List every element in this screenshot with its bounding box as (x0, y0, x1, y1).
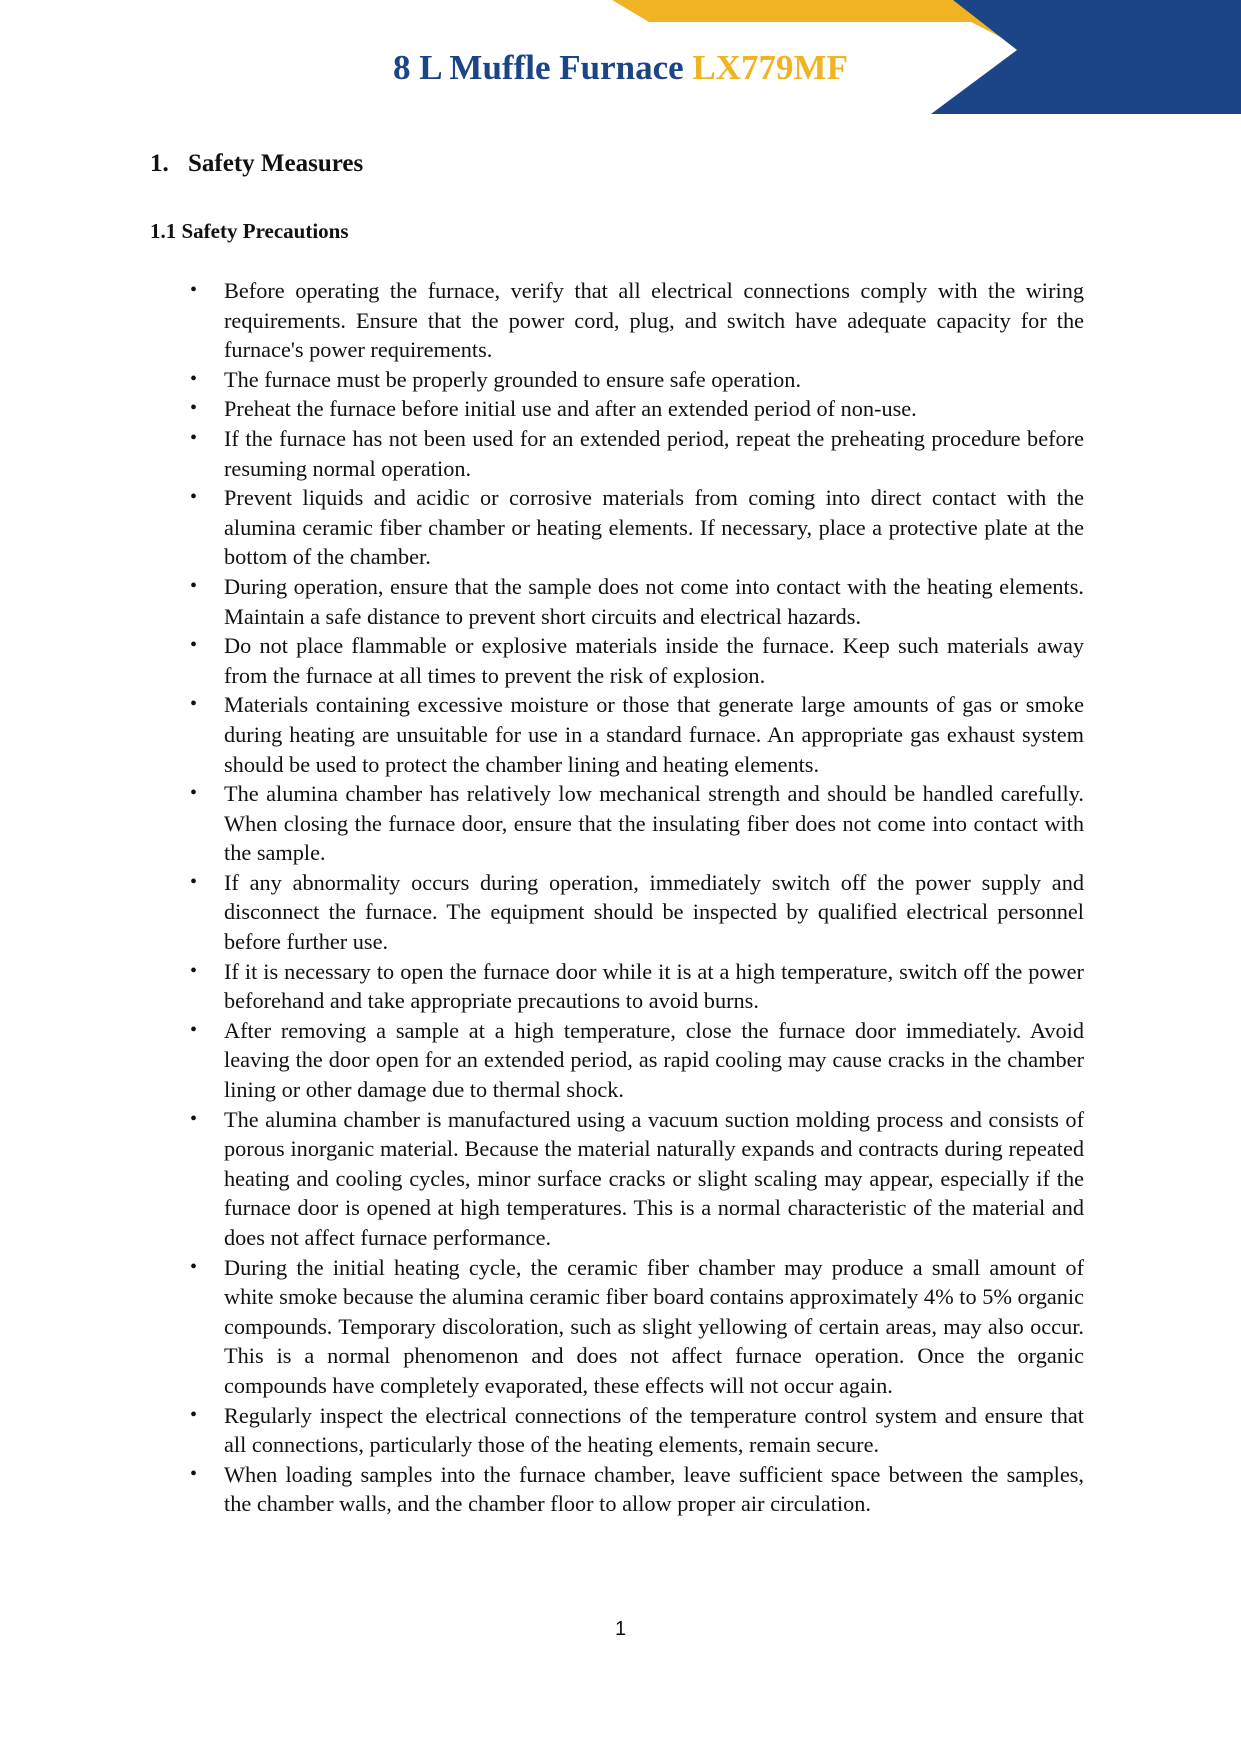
list-item (190, 1016, 1084, 1105)
list-item-text: If the furnace has not been used for an extended period, repeat the preheating procedure before resuming normal operation. (224, 425, 1084, 481)
bullet-icon: • (190, 279, 198, 301)
list-item (190, 394, 1084, 424)
subsection-heading: 1.1 Safety Precautions (150, 219, 349, 243)
list-item-text: Regularly inspect the electrical connections of the temperature control system and ensure that all connections, particularly those of the heating elements, remain secure. (224, 1402, 1084, 1458)
list-item-text: During operation, ensure that the sample does not come into contact with the heating elements. Maintain a safe distance to prevent short circuits and electrical hazards. (224, 573, 1084, 629)
list-item-text: During the initial heating cycle, the ceramic fiber chamber may produce a small amount of white smoke because the alumina ceramic fiber board contains approximately 4% to 5% organic compounds. Temporary discoloration, such as slight yellowing of certain areas, may also occur. This is a normal phenomenon and does not affect furnace operation. Once the organic compounds have completely evaporated, these effects will not occur again. (224, 1254, 1084, 1398)
list-item-text: If it is necessary to open the furnace door while it is at a high temperature, switch off the power beforehand and take appropriate precautions to avoid burns. (224, 958, 1084, 1014)
list-item-text: The furnace must be properly grounded to ensure safe operation. (224, 366, 802, 392)
bullet-icon: • (190, 870, 198, 893)
list-item (190, 424, 1084, 483)
bullet-icon: • (190, 782, 198, 805)
list-item (190, 276, 1084, 365)
bullet-icon: • (190, 1462, 198, 1485)
precaution-list (190, 276, 1084, 1519)
list-item-text: When loading samples into the furnace chamber, leave sufficient space between the samples, the chamber walls, and the chamber floor to allow proper air circulation. (224, 1461, 1084, 1517)
list-item (190, 779, 1084, 868)
list-item (190, 572, 1084, 631)
section-number: 1. (150, 150, 169, 177)
list-item (190, 868, 1084, 957)
bullet-icon: • (190, 1018, 198, 1041)
list-item (190, 483, 1084, 572)
list-item (190, 1460, 1084, 1519)
bullet-icon: • (190, 959, 198, 982)
list-item (190, 365, 1084, 395)
list-item-text: After removing a sample at a high temperature, close the furnace door immediately. Avoid leaving the door open for an extended period, as rapid cooling may cause cracks in the chamber lining or other damage due to thermal shock. (224, 1017, 1084, 1103)
bullet-icon: • (190, 367, 198, 390)
list-item-text: Do not place flammable or explosive materials inside the furnace. Keep such materials away from the furnace at all times to prevent the risk of explosion. (224, 633, 1084, 688)
list-item-text: Prevent liquids and acidic or corrosive materials from coming into direct contact with the alumina ceramic fiber chamber or heating elements. If necessary, place a protective plate at the bottom of the chamber. (224, 485, 1084, 570)
document-title-main: 8 L Muffle Furnace (393, 48, 684, 87)
bullet-icon: • (190, 574, 198, 597)
document-title (0, 46, 1241, 90)
bullet-icon: • (190, 634, 198, 657)
list-item-text: The alumina chamber has relatively low mechanical strength and should be handled carefully. When closing the furnace door, ensure that the insulating fiber does not come into contact with the sample. (224, 781, 1084, 866)
section-title: Safety Measures (188, 150, 364, 177)
list-item-text: Preheat the furnace before initial use and after an extended period of non-use. (224, 396, 917, 422)
list-item-text: The alumina chamber is manufactured using a vacuum suction molding process and consists of porous inorganic material. Because the material naturally expands and contracts during repeated heating and cooling cycles, minor surface cracks or slight scaling may appear, especially if the furnace door is opened at high temperatures. This is a normal characteristic of the material and does not affect furnace performance. (224, 1106, 1084, 1250)
bullet-icon: • (190, 397, 198, 420)
list-item (190, 1401, 1084, 1460)
list-item-text: If any abnormality occurs during operation, immediately switch off the power supply and disconnect the furnace. The equipment should be inspected by qualified electrical personnel before further use. (224, 869, 1084, 955)
section-heading (150, 147, 363, 181)
list-item-text: Before operating the furnace, verify that all electrical connections comply with the wiring requirements. Ensure that the power cord, plug, and switch have adequate capacity for the furnace's power requirements. (224, 278, 1084, 363)
bullet-icon: • (190, 486, 198, 509)
bullet-icon: • (190, 1403, 198, 1426)
bullet-icon: • (190, 1255, 198, 1278)
list-item (190, 631, 1084, 690)
list-item (190, 1105, 1084, 1253)
page-number: 1 (614, 1618, 627, 1640)
bullet-icon: • (190, 693, 198, 716)
list-item (190, 690, 1084, 779)
list-item (190, 1253, 1084, 1401)
bullet-icon: • (190, 1107, 198, 1130)
document-title-model: LX779MF (692, 48, 848, 87)
list-item-text: Materials containing excessive moisture or those that generate large amounts of gas or smoke during heating are unsuitable for use in a standard furnace. An appropriate gas exhaust system should be used to protect the chamber lining and heating elements. (224, 692, 1084, 777)
bullet-icon: • (190, 426, 198, 449)
list-item (190, 957, 1084, 1016)
